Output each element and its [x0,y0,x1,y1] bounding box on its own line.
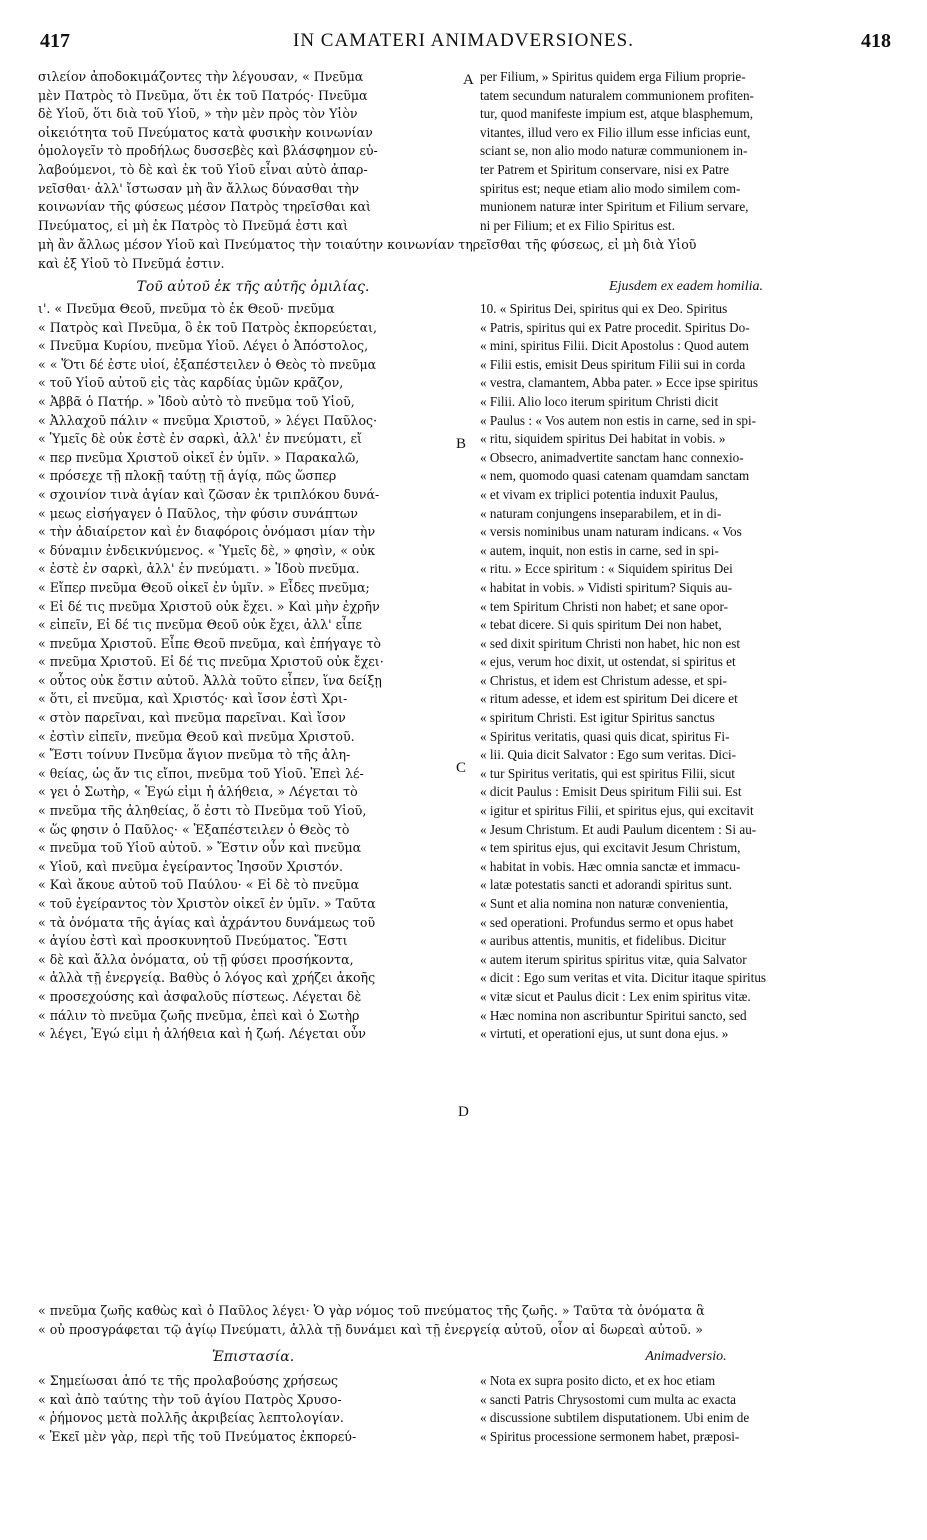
greek-text-line: κοινωνίαν τῆς φύσεως μέσον Πατρὸς τηρεῖσθαι καὶ [38,199,371,215]
greek-full-width-line: καὶ ἐξ Υἱοῦ τὸ Πνεῦμά ἐστιν. [38,255,225,271]
block3-greek-heading: Ἐπιστασία. [211,1349,295,1365]
greek-text-line: « Ἔστι τοίνυν Πνεῦμα ἅγιον πνεῦμα τὸ τῆς ἀλη- [38,747,351,763]
greek-text-line: « Σημείωσαι ἀπό τε τῆς προλαβούσης χρήσεως [38,1373,339,1388]
latin-text-line: « tebat dicere. Si quis spiritum Dei non habet, [480,617,722,633]
greek-text-line: « καὶ ἀπὸ ταύτης τὴν τοῦ ἁγίου Πατρὸς Χρυσο- [38,1391,342,1407]
greek-text-line: « προσεχούσης καὶ ἀσφαλοῦς πίστεως. Λέγεται δὲ [38,988,362,1004]
latin-text-line: « ejus, verum hoc dixit, ut ostendat, si spiritus et [480,654,736,670]
greek-text-line: ι'. « Πνεῦμα Θεοῦ, πνεῦμα τὸ ἐκ Θεοῦ· πνεῦμα [38,301,335,316]
latin-text-line: « Spiritus veritatis, quasi quis dicat, spiritus Fi- [480,728,730,744]
greek-text-line: « τὰ ὀνόματα τῆς ἁγίας καὶ ἀχράντου δυνάμεως τοῦ [38,914,376,930]
greek-text-line: οἰκειότητα τοῦ Πνεύματος κατὰ φυσικὴν κοινωνίαν [38,124,373,140]
block3-greek-column [38,1372,468,1446]
greek-text-line: « πνεῦμα τῆς ἀληθείας, ὅ ἐστι τὸ Πνεῦμα τοῦ Υἱοῦ, [38,803,367,819]
greek-full-width-line: « οὐ προσγράφεται τῷ ἁγίῳ Πνεύματι, ἀλλὰ τῇ δυνάμει καὶ τῇ ἐνεργείᾳ αὐτοῦ, οἷον αἱ δωρεαὶ αὐτοῦ. » [38,1321,703,1337]
margin-marker-d: D [458,1104,469,1120]
latin-text-line: « dicit Paulus : Emisit Deus spiritum Filii sui. Est [480,784,742,800]
greek-text-line: « τὴν ἀδιαίρετον καὶ ἐν διαφόροις ὀνόμασι μίαν τὴν [38,524,376,540]
greek-text-line: « Εἴπερ πνεῦμα Θεοῦ οἰκεῖ ἐν ὑμῖν. » Εἶδες πνεῦμα; [38,579,370,595]
greek-text-line: ὁμολογεῖν τὸ προδήλως δυσσεβὲς καὶ βλάσφημον εὐ- [38,143,378,159]
latin-text-line: « sed operationi. Profundus sermo et opus habet [480,914,734,930]
block2-latin-column [480,300,892,1044]
greek-text-line: « « Ὅτι δέ ἐστε υἱοί, ἐξαπέστειλεν ὁ Θεὸς τὸ πνεῦμα [38,356,377,372]
latin-text-line: « sed dixit spiritum Christi non habet, hic non est [480,635,741,651]
greek-text-line: μὲν Πατρὸς τὸ Πνεῦμα, ὅτι ἐκ τοῦ Πατρός· Πνεῦμα [38,87,368,103]
greek-text-line: « Πατρὸς καὶ Πνεῦμα, ὃ ἐκ τοῦ Πατρὸς ἐκπορεύεται, [38,319,377,335]
greek-text-line: « ἁγίου ἐστὶ καὶ προσκυνητοῦ Πνεύματος. Ἔστι [38,933,348,949]
latin-text-line: spiritus est; neque etiam alio modo similem com- [480,180,741,196]
running-title: IN CAMATERI ANIMADVERSIONES. [293,30,634,51]
block1-full-width-text [38,236,892,273]
latin-text-line: « Christus, et idem est Christum adesse, et spi- [480,672,727,688]
page-number-right: 418 [861,30,891,52]
latin-text-line: sciant se, non alio modo naturæ communionem in- [480,143,748,159]
latin-text-line: « Patris, spiritus qui ex Patre procedit. Spiritus Do- [480,319,750,335]
latin-text-line: « Nota ex supra posito dicto, et ex hoc etiam [480,1373,716,1388]
latin-text-line: « spiritum Christi. Est igitur Spiritus sanctus [480,710,715,726]
block1-greek-column [38,68,468,235]
latin-text-line: « autem, inquit, non estis in carne, sed in spi- [480,542,719,558]
greek-text-line: « Ὑμεῖς δὲ οὐκ ἐστὲ ἐν σαρκὶ, ἀλλ' ἐν πνεύματι, εἴ [38,431,362,447]
greek-text-line: « δὲ καὶ ἄλλα ὀνόματα, οὐ τῇ φύσει προσήκοντα, [38,951,354,967]
latin-text-line: « naturam conjungens inseparabilem, et in di- [480,505,722,521]
latin-text-line: « ritu. » Ecce spiritum : « Siquidem spiritus Dei [480,561,733,577]
latin-text-line: « tem Spiritum Christi non habet; et sane opor- [480,598,729,614]
latin-text-line: munionem naturæ inter Spiritum et Filium servare, [480,199,749,215]
block2-greek-column [38,300,468,1044]
greek-text-line: « σχοινίον τινὰ ἁγίαν καὶ ζῶσαν ἐκ τριπλόκου δυνά- [38,486,380,502]
greek-text-line: « πνεῦμα τοῦ Υἱοῦ αὐτοῦ. » Ἔστιν οὖν καὶ πνεῦμα [38,840,362,856]
latin-text-line: « ritum adesse, et idem est spiritum Dei dicere et [480,691,738,707]
block2-latin-heading: Ejusdem ex eadem homilia. [609,279,763,294]
latin-text-line: « lii. Quia dicit Salvator : Ego sum veritas. Dici- [480,747,737,763]
latin-text-line: per Filium, » Spiritus quidem erga Filium proprie- [480,69,746,84]
latin-text-line: 10. « Spiritus Dei, spiritus qui ex Deo. Spiritus [480,301,728,316]
greek-text-line: « Ἀλλαχοῦ πάλιν « πνεῦμα Χριστοῦ, » λέγει Παῦλος· [38,412,378,428]
block1-latin-column [480,68,892,235]
greek-text-line: « πάλιν τὸ πνεῦμα ζωῆς πνεῦμα, ἐπεὶ καὶ ὁ Σωτὴρ [38,1007,360,1023]
latin-text-line: « et vivam ex triplici potentia induxit Paulus, [480,486,719,502]
latin-text-line: « habitat in vobis. » Vidisti spiritum? Siquis au- [480,579,733,595]
latin-text-line: « Filii. Alio loco iterum spiritum Christi dicit [480,393,719,409]
greek-text-line: « δύναμιν ἐνδεικνύμενος. « Ὑμεῖς δὲ, » φησὶν, « οὐκ [38,542,376,558]
page-number-left: 417 [40,30,70,52]
block3-greek-heading-wrap [38,1346,468,1368]
greek-text-line: « ὅτι, εἰ πνεῦμα, καὶ Χριστός· καὶ ἴσον ἐστὶ Χρι- [38,691,348,707]
greek-text-line: « θείας, ὡς ἄν τις εἴποι, πνεῦμα τοῦ Υἱοῦ. Ἐπεὶ λέ- [38,765,364,781]
latin-text-line: « Paulus : « Vos autem non estis in carne, sed in spi- [480,412,757,428]
greek-text-line: « λέγει, Ἐγώ εἰμι ἡ ἀλήθεια καὶ ἡ ζωή. Λέγεται οὖν [38,1026,366,1042]
greek-text-line: νεῖσθαι· ἀλλ' ἴστωσαν μὴ ἂν ἄλλως δύνασθαι τὴν [38,180,360,196]
latin-text-line: « vestra, clamantem, Abba pater. » Ecce ipse spiritus [480,375,758,391]
margin-marker-a: A [463,72,474,88]
greek-text-line: « εἰπεῖν, Εἰ δέ τις πνεῦμα Θεοῦ οὐκ ἔχει, ἀλλ' εἶπε [38,617,362,633]
greek-text-line: « πνεῦμα Χριστοῦ. Εἶπε Θεοῦ πνεῦμα, καὶ ἐπήγαγε τὸ [38,635,381,651]
block2-latin-heading-wrap [480,276,892,298]
latin-text-line: « habitat in vobis. Hæc omnia sanctæ et immacu- [480,858,741,874]
margin-marker-c: C [456,760,467,776]
latin-text-line: « Spiritus processione sermonem habet, præposi- [480,1428,740,1444]
latin-text-line: « tem spiritus ejus, qui excitavit Jesum Christum, [480,840,741,856]
latin-text-line: « sancti Patris Chrysostomi cum multa ac exacta [480,1391,736,1407]
margin-marker-b: B [456,436,467,452]
greek-text-line: « πρόσεχε τῇ πλοκῇ ταύτῃ τῇ ἁγίᾳ, πῶς ὥσπερ [38,468,337,484]
latin-text-line: « mini, spiritus Filii. Dicit Apostolus : Quod autem [480,338,749,354]
latin-text-line: « dicit : Ego sum veritas et vita. Dicitur itaque spiritus [480,970,767,986]
greek-text-line: « ῥήμονος μετὰ πολλῆς ἀκριβείας λεπτολογίαν. [38,1410,344,1426]
latin-text-line: « ritu, siquidem spiritus Dei habitat in vobis. » [480,431,726,447]
greek-text-line: « Ἀββᾶ ὁ Πατήρ. » Ἰδοὺ αὐτὸ τὸ πνεῦμα τοῦ Υἱοῦ, [38,393,355,409]
greek-text-line: « ἐστὶν εἰπεῖν, πνεῦμα Θεοῦ καὶ πνεῦμα Χριστοῦ. [38,728,355,744]
greek-text-line: « ἀλλὰ τῇ ἐνεργείᾳ. Βαθὺς ὁ λόγος καὶ χρήζει ἀκοῆς [38,970,376,986]
block3-latin-column [480,1372,892,1446]
latin-text-line: « tur Spiritus veritatis, qui est spiritus Filii, sicut [480,765,735,781]
page-header [32,30,895,60]
greek-text-line: « Πνεῦμα Κυρίου, πνεῦμα Υἱοῦ. Λέγει ὁ Ἀπόστολος, [38,338,369,354]
latin-text-line: « Obsecro, animadvertite sanctam hanc connexio- [480,449,744,465]
greek-text-line: « τοῦ ἐγείραντος τὸν Χριστὸν οἰκεῖ ἐν ὑμῖν. » Ταῦτα [38,896,376,911]
block3-latin-heading-wrap [480,1346,892,1368]
latin-text-line: « igitur et spiritus Filii, et spiritus ejus, qui excitavit [480,803,754,819]
latin-text-line: ter Patrem et Spiritum conservare, nisi ex Patre [480,161,730,177]
greek-full-width-line: « πνεῦμα ζωῆς καθὼς καὶ ὁ Παῦλος λέγει· Ὁ γὰρ νόμος τοῦ πνεύματος τῆς ζωῆς. » Ταῦτα τὰ ὀνόματα ἃ [38,1303,705,1318]
greek-text-line: « Εἰ δέ τις πνεῦμα Χριστοῦ οὐκ ἔχει. » Καὶ μὴν ἐχρῆν [38,598,380,614]
block2-greek-heading: Τοῦ αὐτοῦ ἐκ τῆς αὐτῆς ὁμιλίας. [136,279,370,295]
latin-text-line: « discussione subtilem disputationem. Ubi enim de [480,1410,750,1426]
block3-latin-heading: Animadversio. [645,1349,727,1364]
latin-text-line: « Hæc nomina non ascribuntur Spiritui sancto, sed [480,1007,747,1023]
greek-text-line: « οὗτος οὐκ ἔστιν αὐτοῦ. Ἀλλὰ τοῦτο εἶπεν, ἵνα δείξῃ [38,672,382,688]
greek-text-line: « πνεῦμα Χριστοῦ. Εἰ δέ τις πνεῦμα Χριστοῦ οὐκ ἔχει· [38,654,384,670]
block2-greek-heading-wrap [38,276,468,298]
greek-text-line: σιλείον ἀποδοκιμάζοντες τὴν λέγουσαν, « Πνεῦμα [38,69,364,84]
latin-text-line: « Jesum Christum. Et audi Paulum dicentem : Si au- [480,821,757,837]
greek-text-line: « ἐστὲ ἐν σαρκὶ, ἀλλ' ἐν πνεύματι. » Ἰδοὺ πνεῦμα. [38,561,360,577]
latin-text-line: tatem secundum naturalem communionem profiten- [480,87,754,103]
greek-text-line: « Καὶ ἄκουε αὐτοῦ τοῦ Παύλου· « Εἰ δὲ τὸ πνεῦμα [38,877,360,893]
latin-text-line: « autem iterum spiritus spiritus vitæ, quia Salvator [480,951,747,967]
greek-text-line: « στὸν παρεῖναι, καὶ πνεῦμα παρεῖναι. Καὶ ἴσον [38,710,346,726]
latin-text-line: ni per Filium; et ex Filio Spiritus est. [480,217,675,233]
greek-text-line: « Υἱοῦ, καὶ πνεῦμα ἐγείραντος Ἰησοῦν Χριστόν. [38,858,343,874]
latin-text-line: tur, quod manifeste impium est, atque blasphemum, [480,106,754,122]
latin-text-line: vitantes, illud vero ex Filio illum esse inficias eunt, [480,124,751,140]
greek-text-line: « γει ὁ Σωτὴρ, « Ἐγώ εἰμι ἡ ἀλήθεια, » Λέγεται τὸ [38,784,358,800]
latin-text-line: « latæ potestatis sancti et adorandi spiritus sunt. [480,877,732,893]
greek-text-line: « περ πνεῦμα Χριστοῦ οἰκεῖ ἐν ὑμῖν. » Παρακαλῶ, [38,449,360,465]
latin-text-line: « Sunt et alia nomina non naturæ convenientia, [480,896,729,911]
latin-text-line: « nem, quomodo quasi catenam quamdam sanctam [480,468,750,484]
latin-text-line: « auribus attentis, munitis, et fidelibus. Dicitur [480,933,726,949]
greek-text-line: δὲ Υἱοῦ, ὅτι διὰ τοῦ Υἱοῦ, » τὴν μὲν πρὸς τὸν Υἱὸν [38,106,358,122]
latin-text-line: « virtuti, et operationi ejus, ut sunt dona ejus. » [480,1026,729,1042]
greek-text-line: « ὥς φησιν ὁ Παῦλος· « Ἐξαπέστειλεν ὁ Θεὸς τὸ [38,821,350,837]
block2-full-width-text [38,1302,892,1339]
greek-full-width-line: μὴ ἂν ἄλλως μέσον Υἱοῦ καὶ Πνεύματος τὴν τοιαύτην κοινωνίαν τηρεῖσθαι τῆς φύσεως, εἰ μὴ διὰ Υἱοῦ [38,237,697,252]
latin-text-line: « Filii estis, emisit Deus spiritum Filii sui in corda [480,356,746,372]
greek-text-line: « Ἐκεῖ μὲν γὰρ, περὶ τῆς τοῦ Πνεύματος ἐκπορεύ- [38,1428,357,1444]
latin-text-line: « vitæ sicut et Paulus dicit : Lex enim spiritus vitæ. [480,988,751,1004]
latin-text-line: « versis nominibus unam naturam indicans. « Vos [480,524,742,540]
greek-text-line: λαβούμενοι, τὸ δὲ καὶ ἐκ τοῦ Υἱοῦ εἶναι αὐτὸ ἀπαρ- [38,161,368,177]
greek-text-line: Πνεύματος, εἰ μὴ ἐκ Πατρὸς τὸ Πνεῦμά ἐστι καὶ [38,217,349,233]
greek-text-line: « μεως εἰσήγαγεν ὁ Παῦλος, τὴν φύσιν συνάπτων [38,505,358,521]
greek-text-line: « τοῦ Υἱοῦ αὐτοῦ εἰς τὰς καρδίας ὑμῶν κρᾶζον, [38,375,344,391]
